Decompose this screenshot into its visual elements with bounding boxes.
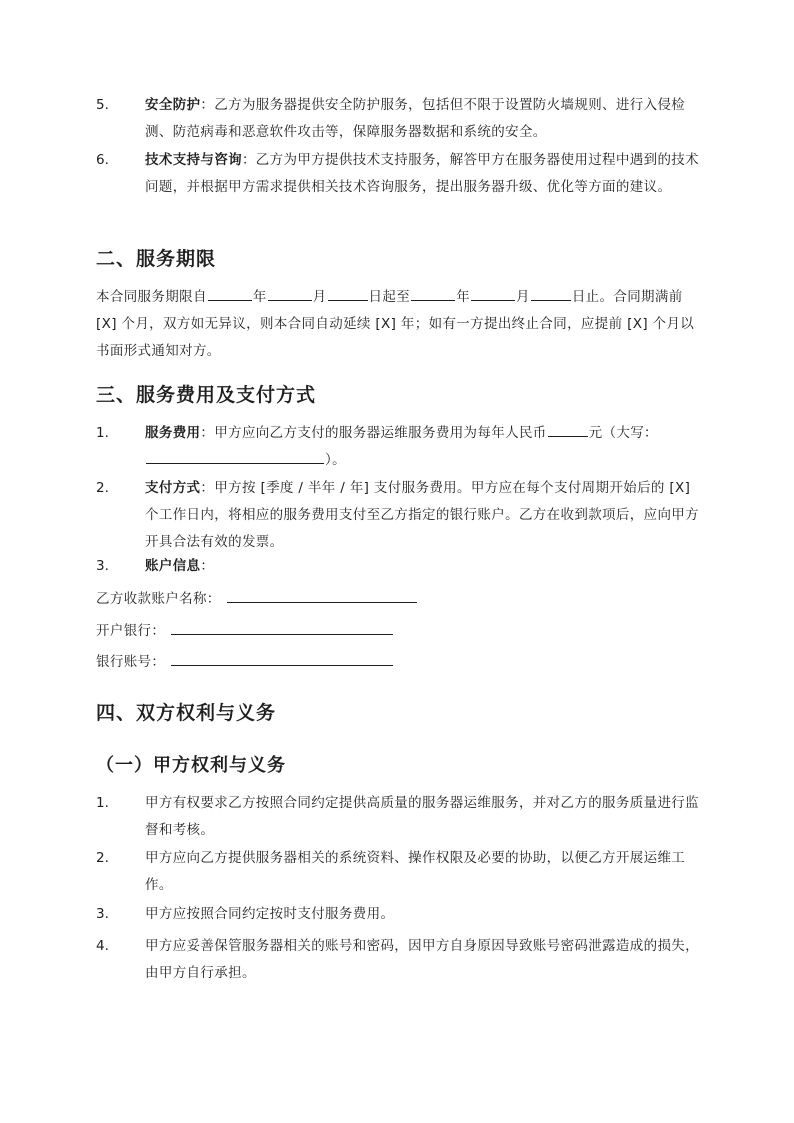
blank-line [411,286,455,301]
fee-item-text: ：甲方按 [季度 / 半年 / 年] 支付服务费用。甲方应在每个支付周期开始后的 [X] 个工作日内，将相应的服务费用支付至乙方指定的银行账户。乙方在收到款项后，应向甲方开具合法有效的发票。 [145,480,699,550]
fee-item-text: ：甲方应向乙方支付的服务器运维服务费用为每年人民币 [200,425,547,441]
party-a-item-text: 甲方应向乙方提供服务器相关的系统资料、操作权限及必要的协助，以便乙方开展运维工作。 [145,850,686,893]
list-number: 2. [96,850,109,866]
term-text: 年 [456,289,470,305]
term-text: 本合同服务期限自 [96,289,207,305]
list-number: 6. [96,152,109,168]
service-item-text: ：乙方为甲方提供技术支持服务，解答甲方在服务器使用过程中遇到的技术问题，并根据甲方需求提供相关技术咨询服务，提出服务器升级、优化等方面的建议。 [145,152,700,195]
list-number: 1. [96,425,109,441]
subsection-heading-party-a: （一）甲方权利与义务 [96,755,286,776]
party-a-item-text: 甲方应按照合同约定按时支付服务费用。 [145,906,395,922]
term-text: 月 [312,289,327,305]
term-text: 日止。合同期满前 [X] 个月，双方如无异议，则本合同自动延续 [X] 年；如有一方提出终止合同，应提前 [X] 个月以书面形式通知对方。 [96,289,695,359]
fee-item-1 [96,420,700,474]
blank-line [471,286,515,301]
service-item-title: 安全防护 [145,97,201,113]
blank-line [328,286,368,301]
party-a-item-text: 甲方有权要求乙方按照合同约定提供高质量的服务器运维服务，并对乙方的服务质量进行监督和考核。 [145,795,699,838]
bank-blank [171,620,393,635]
blank-line [208,286,252,301]
list-number: 1. [96,795,109,811]
account-name-label: 乙方收款账户名称： [96,591,221,607]
blank-line [531,286,571,301]
party-a-item-text: 甲方应妥善保管服务器相关的账号和密码，因甲方自身原因导致账号密码泄露造成的损失，由甲方自行承担。 [145,938,699,981]
party-a-item-4 [96,933,700,987]
account-number-blank [171,651,393,666]
blank-line [268,286,312,301]
bank-label: 开户银行： [96,623,166,639]
list-number: 4. [96,938,109,954]
service-item-text: ：乙方为服务器提供安全防护服务，包括但不限于设置防火墙规则、进行入侵检测、防范病毒和恶意软件攻击等，保障服务器数据和系统的安全。 [145,97,686,140]
section-heading-rights: 四、双方权利与义务 [96,702,277,724]
service-item-5 [96,92,700,146]
term-text: 年 [252,289,267,305]
fee-item-text: ）。 [325,452,346,468]
list-number: 2. [96,480,109,496]
account-number-label: 银行账号： [96,654,166,670]
fee-item-title: 服务费用 [145,425,201,441]
list-number: 5. [96,97,109,113]
party-a-item-1 [96,790,700,844]
amount-words-blank [146,449,324,464]
bank-row [96,618,393,645]
service-item-6 [96,147,700,201]
fee-item-text: ： [200,558,215,574]
party-a-item-2 [96,845,700,899]
term-text: 月 [515,289,530,305]
service-item-title: 技术支持与咨询 [145,152,242,168]
fee-item-2 [96,475,700,556]
party-a-item-3 [96,901,700,928]
term-text: 日起至 [368,289,411,305]
fee-item-text: 元（大写： [588,425,658,441]
section-heading-term: 二、服务期限 [96,248,217,270]
account-name-row [96,586,417,613]
term-paragraph [96,284,702,365]
fee-item-3 [96,553,700,580]
fee-item-title: 支付方式 [145,480,201,496]
amount-blank [548,422,588,437]
list-number: 3. [96,558,109,574]
section-heading-fees: 三、服务费用及支付方式 [96,384,317,406]
fee-item-title: 账户信息 [145,558,201,574]
account-name-blank [227,588,417,603]
list-number: 3. [96,906,109,922]
account-number-row [96,649,393,676]
